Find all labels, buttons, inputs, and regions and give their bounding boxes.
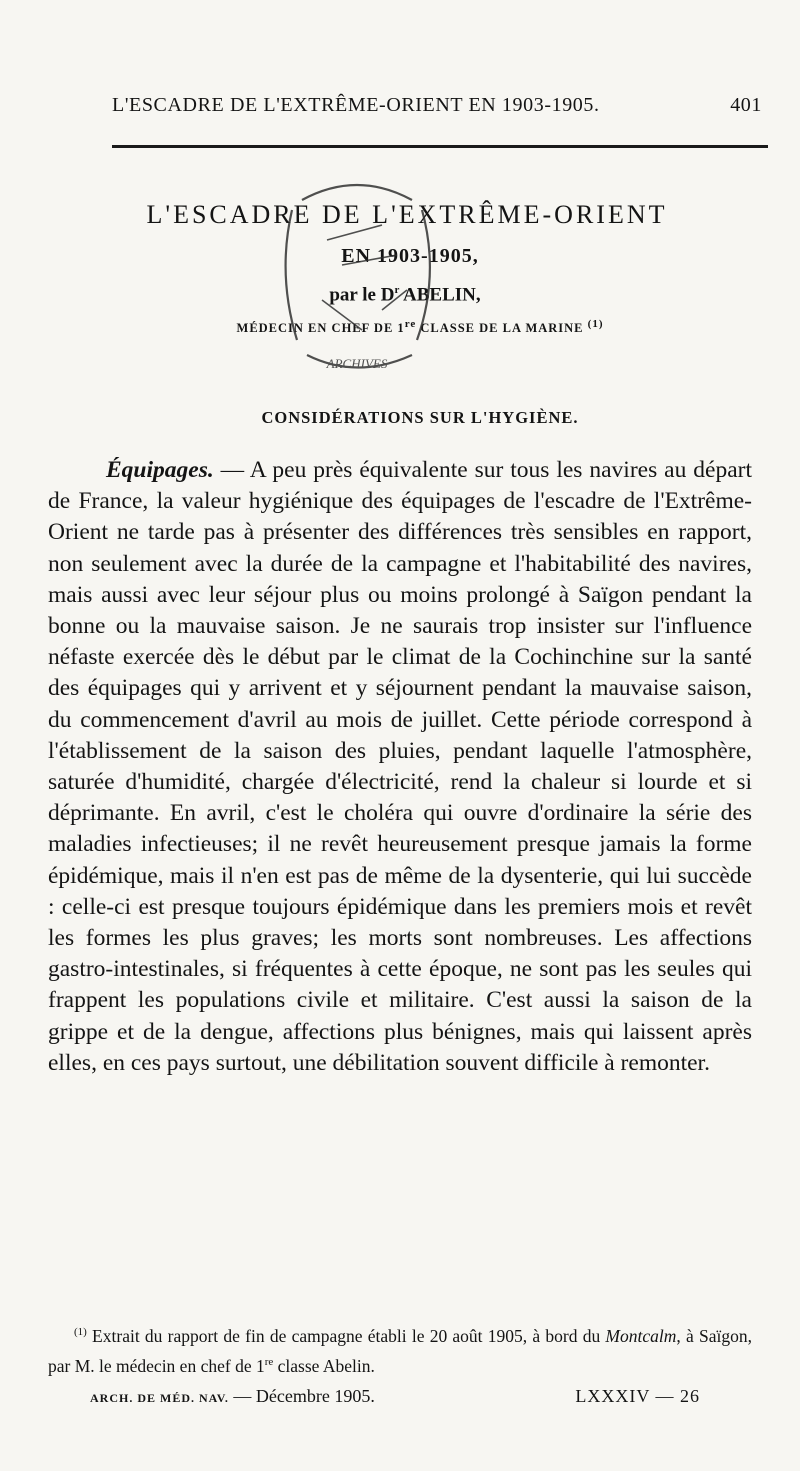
footnote-marker: (1) [74, 1326, 87, 1338]
paragraph-text: — A peu près équivalente sur tous les navires au départ de France, la valeur hygiénique des équipages de l'escadre de l'Extrême-Orient ne tarde pas à présenter des différences très sensibles en rapport, non seulement avec la durée de la campagne et l'habitabilité des navires, mais aussi avec leur séjour plus ou moins prolongé à Saïgon pendant la bonne ou la mauvaise saison. Je ne saurais trop insister sur l'influence néfaste exercée dès le début par le climat de la Cochinchine sur la santé des équipages qui y arrivent et y séjournent pendant la mauvaise saison, du commencement d'avril au mois de juillet. Cette période correspond à l'établissement de la saison des pluies, pendant laquelle l'atmosphère, saturée d'humidité, chargée d'électricité, rend la chaleur si lourde et si déprimante. En avril, c'est le choléra qui ouvre d'ordinaire la série des maladies infectieuses; il ne revêt heureusement presque jamais la forme épidémique, mais il n'en est pas de même de la dysenterie, qui lui succède : celle-ci est presque toujours épidémique dans les premiers mois et revêt les formes les plus graves; les morts sont nombreuses. Les affections gastro-intestinales, si fréquentes à cette époque, ne sont pas les seules qui frappent les populations civile et militaire. C'est aussi la saison de la grippe et de la dengue, affections plus bénignes, mais qui laissent après elles, en ces pays surtout, une débilitation souvent difficile à remonter. [48, 457, 752, 1076]
footnote-sup: re [264, 1355, 274, 1368]
running-head [112, 94, 762, 128]
footnote-part-a: Extrait du rapport de fin de campagne établi le 20 août 1905, à bord du [86, 1325, 606, 1346]
stamp-arc-left [286, 210, 297, 340]
role-end: CLASSE DE LA MARINE [416, 321, 588, 336]
stamp-arc-right [417, 210, 430, 340]
author-name: ABELIN, [399, 284, 481, 306]
footnote-part-b: , à Saïgon, par M. le médecin en chef de 1 [48, 1325, 752, 1376]
author-prefix-sup: r [394, 284, 400, 296]
stamp-text: ARCHIVES [326, 356, 388, 371]
paragraph-lead: Équipages. [106, 457, 214, 483]
page-footer [90, 1386, 700, 1414]
footer-volume: LXXXIV — 26 [575, 1386, 700, 1406]
paragraph-equipages [48, 455, 752, 1079]
author-prefix: par le D [329, 284, 395, 306]
article-years: EN 1903-1905, [341, 245, 479, 267]
role-footnote-ref: (1) [587, 318, 604, 330]
article-title: L'ESCADRE DE L'EXTRÊME-ORIENT [146, 200, 668, 229]
stamp-strokes [322, 225, 407, 330]
ship-name: Montcalm [605, 1325, 677, 1346]
footnote-text [48, 1319, 752, 1379]
library-stamp [262, 170, 452, 380]
footer-citation [90, 1386, 375, 1407]
stamp-arc-top [302, 185, 412, 200]
role-sup: re [404, 318, 417, 330]
footer-date: — Décembre 1905. [228, 1386, 375, 1406]
section-heading: CONSIDÉRATIONS SUR L'HYGIÈNE. [261, 408, 579, 427]
page-number: 401 [730, 94, 762, 116]
role-main: MÉDECIN EN CHEF DE 1 [236, 321, 405, 336]
header-rule [112, 145, 768, 148]
running-head-title: L'ESCADRE DE L'EXTRÊME-ORIENT EN 1903-1905. [112, 94, 600, 116]
footnote [48, 1319, 752, 1379]
footnote-part-c: classe Abelin. [273, 1355, 375, 1376]
journal-abbrev: ARCH. DE MÉD. NAV. [90, 1391, 229, 1405]
body-paragraph [48, 455, 752, 1079]
